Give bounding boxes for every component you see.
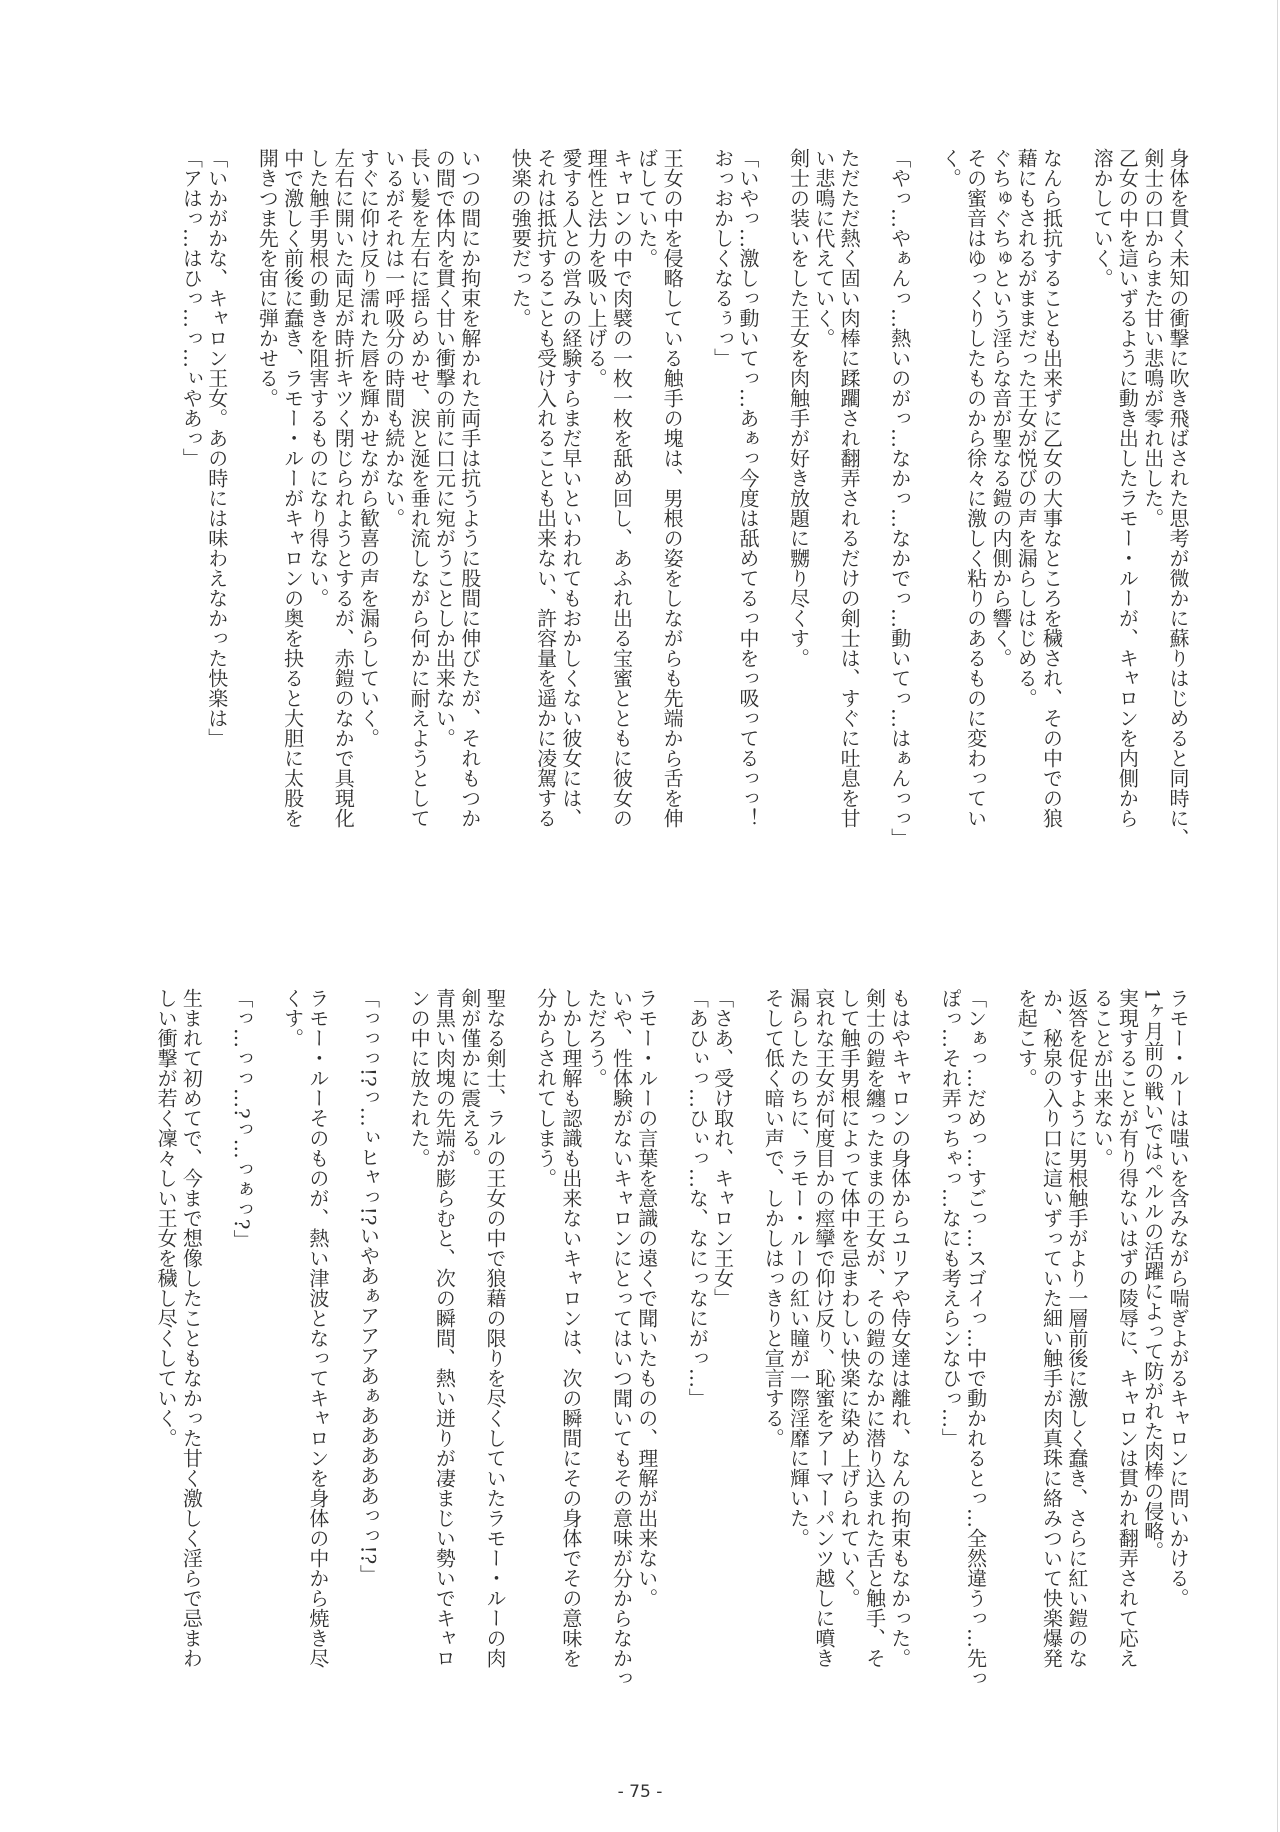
- text-line: 分からされてしまう。: [533, 988, 558, 1188]
- text-line: その蜜音はゆっくりしたものから徐々に激しく粘りのあるものに変わってい: [963, 148, 988, 828]
- text-line: そして低く暗い声で、しかしはっきりと宣言する。: [761, 988, 786, 1448]
- text-line: した触手男根の動きを阻害するものになり得ない。: [305, 148, 330, 608]
- text-block-top: [178, 148, 1190, 848]
- paragraph-spacer: [988, 988, 1013, 1678]
- text-line: 開きつま先を宙に弾かせる。: [255, 148, 280, 408]
- text-line: それは抵抗することも受け入れることも出来ない、許容量を遥かに凌駕する: [533, 148, 558, 828]
- text-line: 「さあ、受け取れ、キャロン王女」: [710, 988, 735, 1308]
- text-line: ラモー・ルーの言葉を意識の遠くで聞いたものの、理解が出来ない。: [634, 988, 659, 1608]
- text-line: 「っっっ!?っ…ぃヒャっ!?いやあぁアアアあぁあああああっっ!?」: [356, 988, 381, 1585]
- text-line: 剣士の鎧を纏ったままの王女が、その鎧のなかに潜り込まれた舌と触手、そ: [862, 988, 887, 1668]
- text-line: 生まれて初めてで、今まで想像したこともなかった甘く激しく淫らで忌まわ: [179, 988, 204, 1668]
- text-line: 中で激しく前後に蠢き、ラモー・ルーがキャロンの奥を抉ると大胆に太股を: [280, 148, 305, 828]
- paragraph-spacer: [659, 988, 684, 1678]
- text-line: 「いやっ…激しっ動いてっ…あぁっ今度は舐めてるっ中をっ吸ってるっっ！: [735, 148, 760, 828]
- text-line: ラモー・ルーそのものが、熱い津波となってキャロンを身体の中から焼き尽: [305, 988, 330, 1668]
- text-line: しい衝撃が若く凜々しい王女を穢し尽くしていく。: [154, 988, 179, 1448]
- text-line: 藉にもされるがままだった王女が悦びの声を漏らしはじめる。: [1014, 148, 1039, 708]
- paragraph-spacer: [912, 988, 937, 1678]
- text-line: くす。: [280, 988, 305, 1048]
- paragraph-spacer: [912, 148, 937, 838]
- paragraph-spacer: [684, 148, 709, 838]
- text-line: 「っ…っっ…?っ…っぁっ?」: [230, 988, 255, 1250]
- text-line: 返答を促すように男根触手がより一層前後に激しく蠢き、さらに紅い鎧のな: [1064, 988, 1089, 1668]
- page-number: - 75 -: [617, 1782, 663, 1802]
- text-line: キャロンの中で肉襞の一枚一枚を舐め回し、あふれ出る宝蜜とともに彼女の: [609, 148, 634, 828]
- text-line: 青黒い肉塊の先端が膨らむと、次の瞬間、熱い迸りが凄まじい勢いでキャロ: [432, 988, 457, 1668]
- text-line: く。: [938, 148, 963, 188]
- text-line: ただろう。: [584, 988, 609, 1088]
- text-line: 剣士の装いをした王女を肉触手が好き放題に嬲り尽くす。: [786, 148, 811, 668]
- text-line: おっおかしくなるぅっ」: [710, 148, 735, 368]
- paragraph-spacer: [330, 988, 355, 1678]
- text-line: 長い髪を左右に揺らめかせ、涙と涎を垂れ流しながら何かに耐えようとして: [407, 148, 432, 828]
- paragraph-spacer: [760, 148, 785, 838]
- text-line: 「あひぃっ…ひぃっ…な、なにっなにがっ…」: [685, 988, 710, 1408]
- paragraph-spacer: [482, 148, 507, 838]
- text-line: 実現することが有り得ないはずの陵辱に、キャロンは貫かれ翻弄されて応え: [1115, 988, 1140, 1668]
- text-line: 理性と法力を吸い上げる。: [584, 148, 609, 388]
- text-line: い悲鳴に代えていく。: [811, 148, 836, 348]
- text-line: いや、性体験がないキャロンにとってはいつ聞いてもその意味が分からなかっ: [609, 988, 634, 1688]
- paragraph-spacer: [507, 988, 532, 1678]
- text-line: ることが出来ない。: [1090, 988, 1115, 1168]
- text-line: 左右に開いた両足が時折キツく閉じられようとするが、赤鎧のなかで具現化: [331, 148, 356, 828]
- text-line: して触手男根によって体中を忌まわしい快楽に染め上げられていく。: [837, 988, 862, 1608]
- text-line: の間で体内を貫く甘い衝撃の前に口元に宛がうことしか出来ない。: [432, 148, 457, 748]
- text-line: いつの間にか拘束を解かれた両手は抗うように股間に伸びたが、それもつか: [457, 148, 482, 828]
- text-line: ただただ熱く固い肉棒に蹂躙され翻弄されるだけの剣士は、すぐに吐息を甘: [837, 148, 862, 828]
- text-line: 1ヶ月前の戦いではペルルの活躍によって防がれた肉棒の侵略。: [1140, 988, 1165, 1561]
- text-line: 「アはっ…はひっ…っ…ぃやあっ」: [179, 148, 204, 468]
- text-line: しかし理解も認識も出来ないキャロンは、次の瞬間にその身体でその意味を: [558, 988, 583, 1668]
- text-line: 愛する人との営みの経験すらまだ早いといわれてもおかしくない彼女には、: [558, 148, 583, 828]
- page-edge: [1277, 0, 1278, 1832]
- text-line: 哀れな王女が何度目かの痙攣で仰け反り、恥蜜をアーマーパンツ越しに噴き: [811, 988, 836, 1668]
- text-block-bottom: [153, 988, 1190, 1688]
- text-line: ぽっ…それ弄っちゃっ…なにも考えらンなひっ…」: [938, 988, 963, 1448]
- text-line: 「いかがかな、キャロン王女。あの時には味わえなかった快楽は」: [204, 148, 229, 748]
- paragraph-spacer: [861, 148, 886, 838]
- text-line: 溶かしていく。: [1090, 148, 1115, 288]
- text-line: いるがそれは一呼吸分の時間も続かない。: [381, 148, 406, 528]
- text-line: 「やっ…やぁんっ…熱いのがっ…なかっ…なかでっ…動いてっ…はぁんっっ」: [887, 148, 912, 848]
- paragraph-spacer: [735, 988, 760, 1678]
- text-line: 王女の中を侵略している触手の塊は、男根の姿をしながらも先端から舌を伸: [660, 148, 685, 828]
- text-line: 剣が僅かに震える。: [457, 988, 482, 1168]
- text-line: もはやキャロンの身体からユリアや侍女達は離れ、なんの拘束もなかった。: [887, 988, 912, 1668]
- text-line: ばしていた。: [634, 148, 659, 268]
- paragraph-spacer: [1064, 148, 1089, 838]
- text-line: 聖なる剣士、ラルの王女の中で狼藉の限りを尽くしていたラモー・ルーの肉: [482, 988, 507, 1668]
- text-line: か、秘泉の入り口に這いずっていた細い触手が肉真珠に絡みついて快楽爆発: [1039, 988, 1064, 1668]
- paragraph-spacer: [203, 988, 228, 1678]
- text-line: ンの中に放たれた。: [407, 988, 432, 1168]
- text-line: 剣士の口からまた甘い悲鳴が零れ出した。: [1140, 148, 1165, 528]
- text-line: ぐちゅぐちゅという淫らな音が聖なる鎧の内側から響く。: [988, 148, 1013, 668]
- paragraph-spacer: [229, 148, 254, 838]
- text-line: 快楽の強要だった。: [508, 148, 533, 328]
- text-line: 漏らしたのちに、ラモー・ルーの紅い瞳が一際淫靡に輝いた。: [786, 988, 811, 1548]
- text-line: を起こす。: [1014, 988, 1039, 1088]
- text-line: すぐに仰け反り濡れた唇を輝かせながら歓喜の声を漏らしていく。: [356, 148, 381, 748]
- text-line: ラモー・ルーは嗤いを含みながら喘ぎよがるキャロンに問いかける。: [1166, 988, 1190, 1608]
- text-line: 乙女の中を這いずるように動き出したラモー・ルーが、キャロンを内側から: [1115, 148, 1140, 828]
- text-line: 身体を貫く未知の衝撃に吹き飛ばされた思考が微かに蘇りはじめると同時に、: [1166, 148, 1190, 848]
- paragraph-spacer: [254, 988, 279, 1678]
- paragraph-spacer: [381, 988, 406, 1678]
- text-line: なんら抵抗することも出来ずに乙女の大事なところを穢され、その中での狼: [1039, 148, 1064, 828]
- text-line: 「ンぁっ…だめっ…すごっ…スゴイっ…中で動かれるとっ…全然違うっ…先っ: [963, 988, 988, 1688]
